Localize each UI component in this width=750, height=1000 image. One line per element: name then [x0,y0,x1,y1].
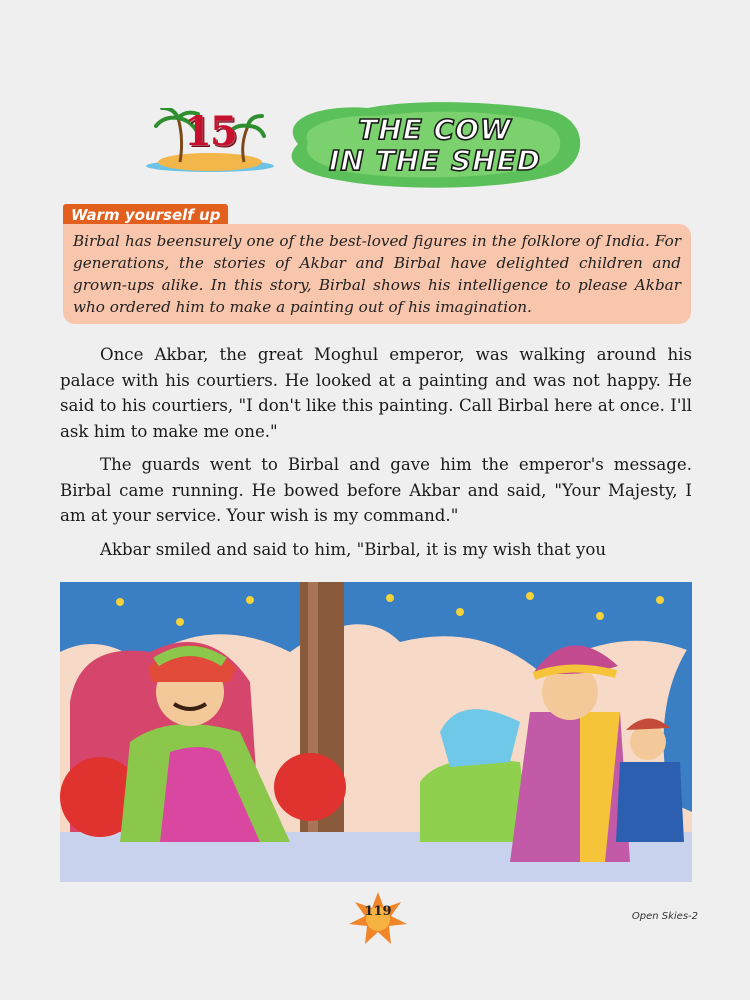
chapter-header [140,100,600,190]
page-number-star-icon [349,892,407,946]
chapter-number: 15 [184,108,236,155]
warm-up-label: Warm yourself up [63,204,228,226]
book-series-label: Open Skies-2 [631,911,698,922]
title-line-2: IN THE SHED [329,144,541,177]
page-number: 119 [364,904,392,919]
story-text [60,342,692,570]
title-line-1: THE COW [358,113,512,146]
warm-up-text: Birbal has beensurely one of the best-loved figures in the folklore of India. For generations, the stories of Akbar and Birbal have delighted children and grown-ups alike. In this story, Birbal shows his intelligence to please Akbar who ordered him to make a painting out of his imagination. [63,224,691,324]
story-illustration [60,582,692,882]
paragraph: Once Akbar, the great Moghul emperor, was walking around his palace with his courtiers. He looked at a painting and was not happy. He said to his courtiers, "I don't like this painting. Call Birbal here at once. I'll ask him to make me one." [60,345,692,441]
paragraph: The guards went to Birbal and gave him the emperor's message. Birbal came running. He bowed before Akbar and said, "Your Majesty, I am at your service. Your wish is my command." [60,455,692,525]
chapter-title [310,114,560,176]
paragraph: Akbar smiled and said to him, "Birbal, it is my wish that you [100,539,607,559]
